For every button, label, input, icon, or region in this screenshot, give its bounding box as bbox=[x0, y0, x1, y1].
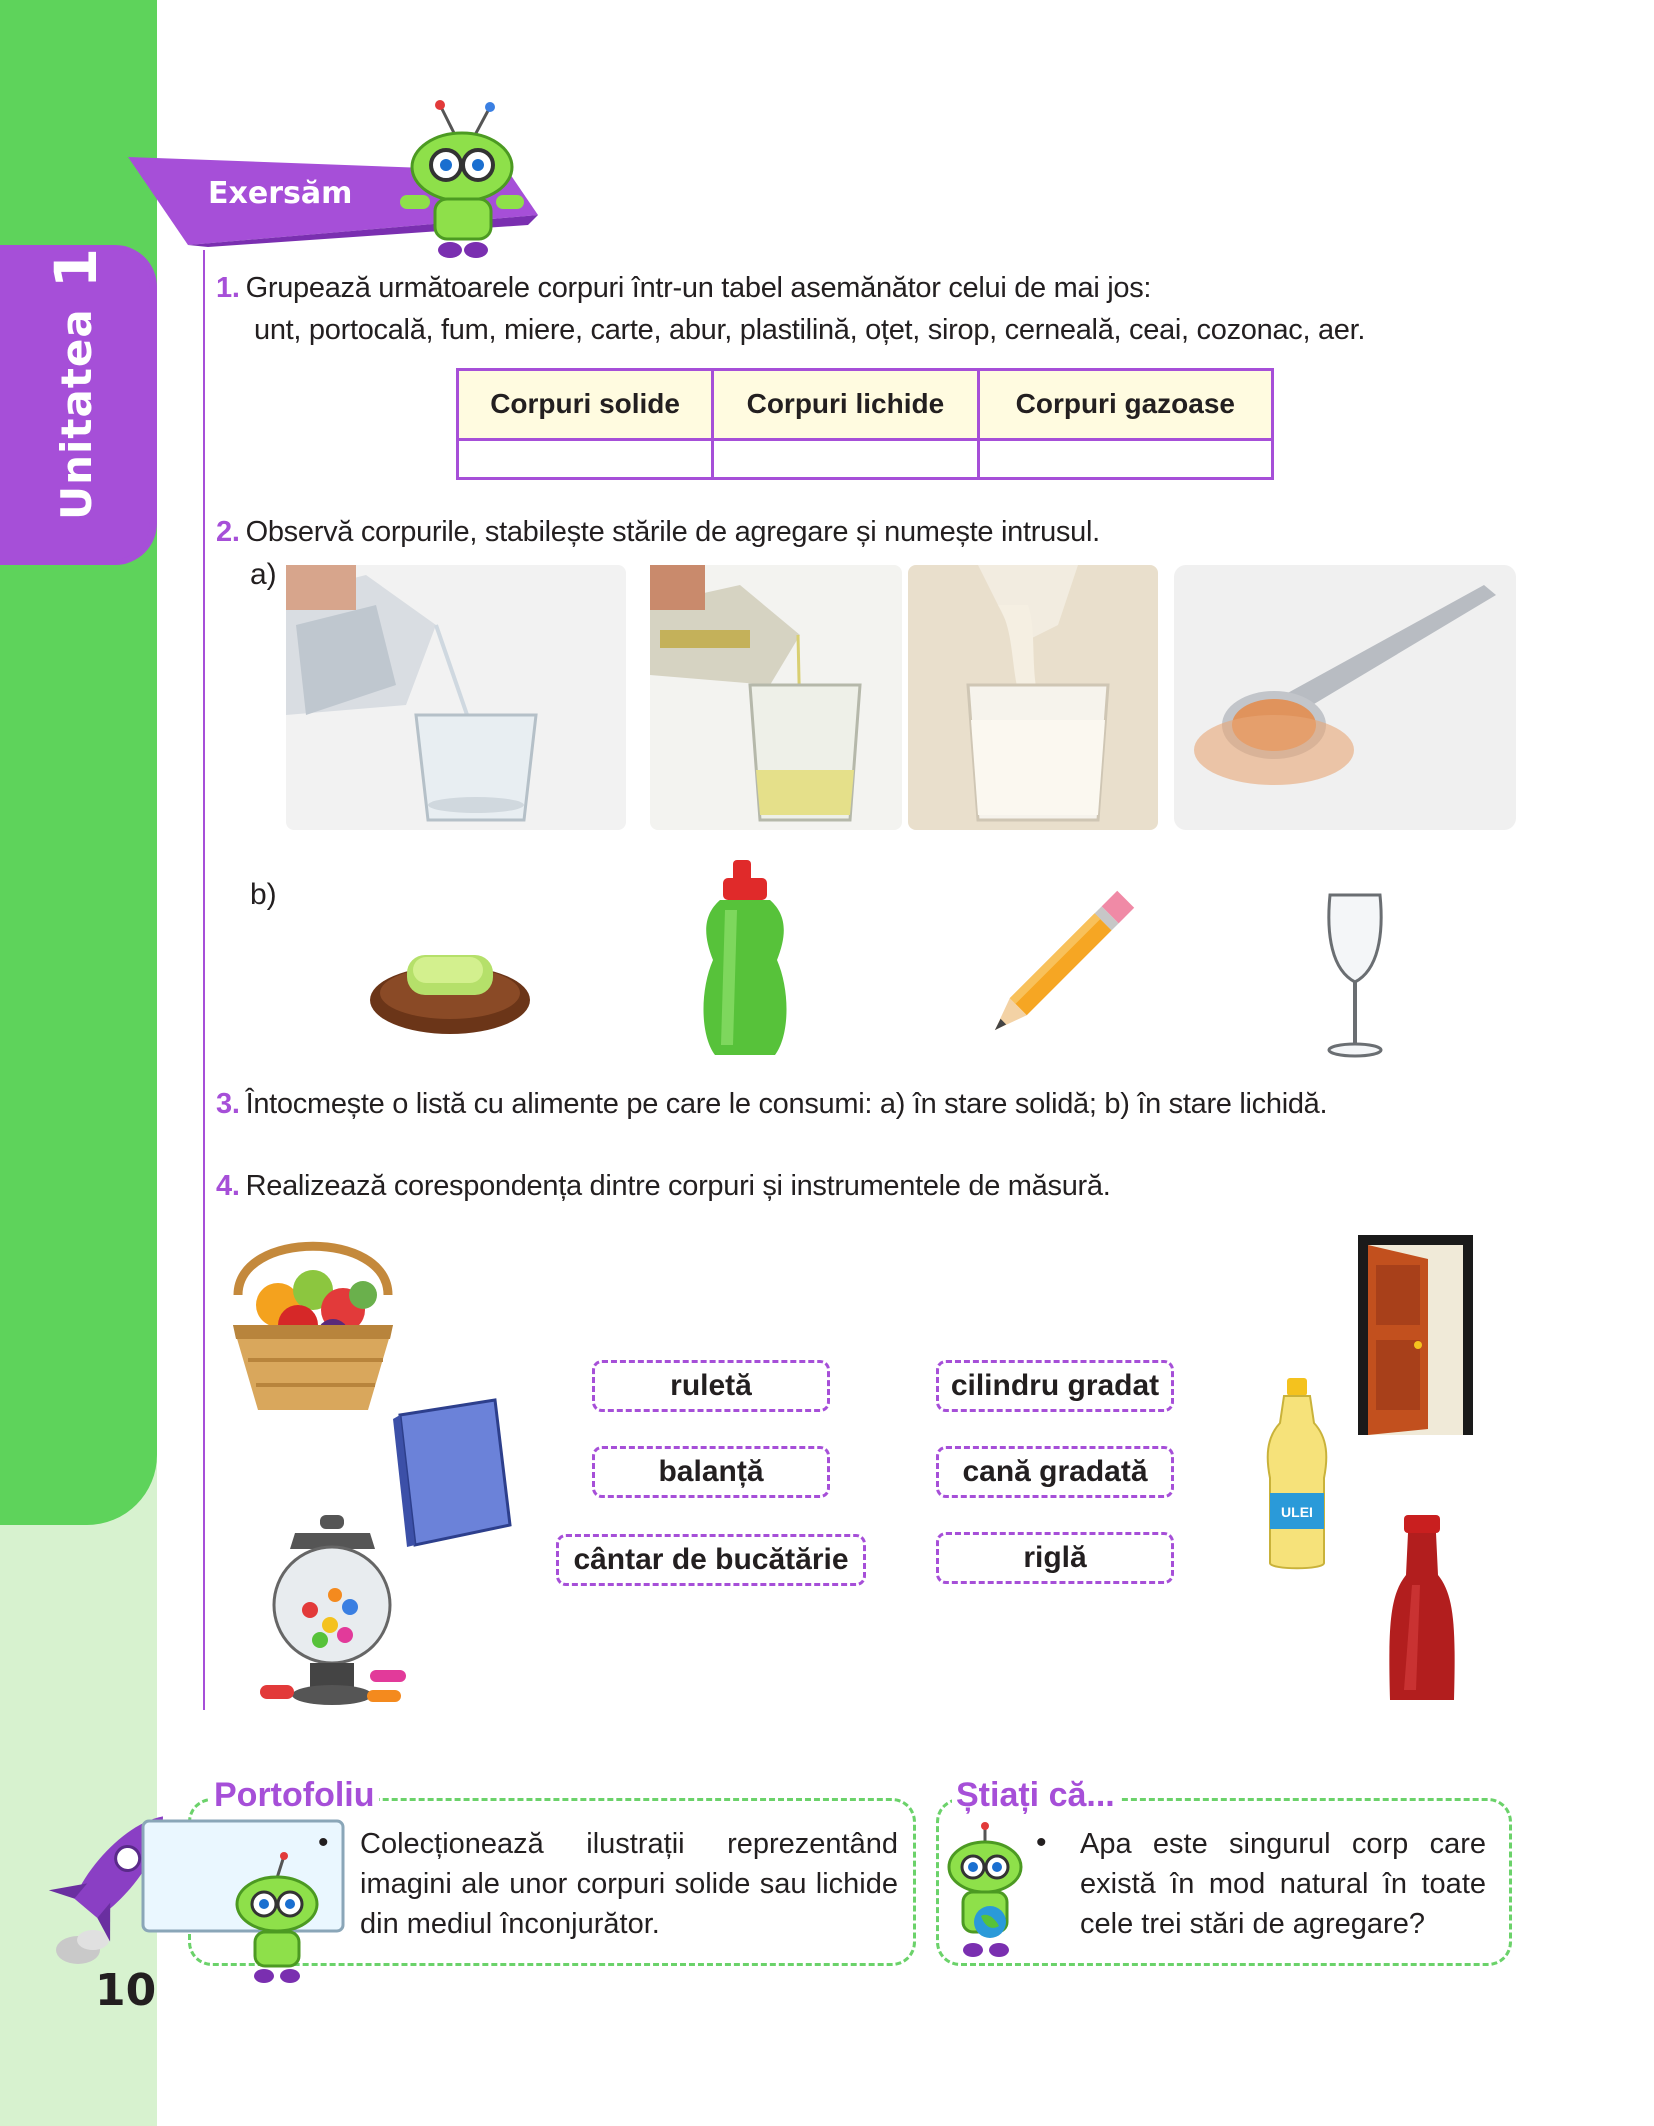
table-cell-solids[interactable] bbox=[458, 439, 713, 478]
wine-glass-picture bbox=[1320, 890, 1390, 1060]
exercise4-number: 4. bbox=[216, 1170, 240, 1202]
water-pouring-photo bbox=[286, 565, 626, 830]
table-header-liquids: Corpuri lichide bbox=[713, 370, 978, 440]
portfolio-bullet: • bbox=[318, 1826, 329, 1859]
label-rigla[interactable]: riglă bbox=[936, 1532, 1174, 1584]
did-you-know-line-3: cele trei stări de agregare? bbox=[1080, 1908, 1425, 1940]
portfolio-line-2: imagini ale unor corpuri solide sau lichide bbox=[360, 1868, 898, 1900]
label-cilindru-gradat[interactable]: cilindru gradat bbox=[936, 1360, 1174, 1412]
table-header-gases: Corpuri gazoase bbox=[978, 370, 1272, 440]
oil-bottle-label: ULEI bbox=[1281, 1504, 1313, 1520]
exercise1-text: Grupează următoarele corpuri într-un tabel asemănător celui de mai jos: bbox=[245, 272, 1152, 304]
ketchup-bottle-picture bbox=[1382, 1515, 1462, 1710]
exercise3-text: Întocmește o listă cu alimente pe care le consumi: a) în stare solidă; b) în stare lichidă. bbox=[245, 1088, 1328, 1120]
did-you-know-text bbox=[1080, 1824, 1486, 1944]
unit-word: Unitatea bbox=[51, 308, 101, 520]
exercise2-label-a: a) bbox=[250, 558, 277, 591]
label-ruleta[interactable]: ruletă bbox=[592, 1360, 830, 1412]
did-you-know-bullet: • bbox=[1036, 1826, 1047, 1859]
portfolio-title: Portofoliu bbox=[210, 1776, 379, 1815]
exercise1-list: unt, portocală, fum, miere, carte, abur, plastilină, oțet, sirop, cerneală, ceai, cozonac, aer. bbox=[254, 314, 1366, 346]
exercise2-text: Observă corpurile, stabilește stările de agregare și numește intrusul. bbox=[245, 516, 1100, 548]
robot-globe-icon bbox=[935, 1822, 1035, 1962]
label-cantar-de-bucatarie[interactable]: cântar de bucătărie bbox=[556, 1534, 866, 1586]
exercise2-instruction bbox=[216, 516, 1100, 549]
exercise2-number: 2. bbox=[216, 516, 240, 548]
pencil-picture bbox=[965, 880, 1145, 1060]
exercise3-instruction bbox=[216, 1088, 1327, 1121]
milk-pouring-photo bbox=[908, 565, 1158, 830]
table-header-solids: Corpuri solide bbox=[458, 370, 713, 440]
exercise1-instruction bbox=[216, 272, 1151, 305]
exercise4-instruction bbox=[216, 1170, 1110, 1203]
states-table bbox=[456, 368, 1274, 480]
portfolio-text bbox=[360, 1824, 898, 1944]
unit-number: 1 bbox=[42, 247, 110, 289]
portfolio-line-3: din mediul înconjurător. bbox=[360, 1908, 660, 1940]
exercise2-label-b: b) bbox=[250, 878, 277, 911]
section-title: Exersăm bbox=[208, 176, 353, 211]
table-cell-gases[interactable] bbox=[978, 439, 1272, 478]
label-cana-gradata[interactable]: cană gradată bbox=[936, 1446, 1174, 1498]
table-cell-liquids[interactable] bbox=[713, 439, 978, 478]
portfolio-line-1: Colecționează ilustrații reprezentând bbox=[360, 1828, 898, 1860]
detergent-bottle-picture bbox=[695, 860, 795, 1060]
oil-pouring-photo bbox=[650, 565, 902, 830]
did-you-know-line-1: Apa este singurul corp care bbox=[1080, 1828, 1486, 1860]
page-number: 10 bbox=[95, 1965, 157, 2016]
did-you-know-title: Știați că... bbox=[952, 1776, 1119, 1815]
did-you-know-line-2: există în mod natural în toate bbox=[1080, 1868, 1486, 1900]
door-picture bbox=[1358, 1235, 1473, 1435]
exercise3-number: 3. bbox=[216, 1088, 240, 1120]
fruit-basket-picture bbox=[218, 1235, 408, 1415]
exercise-margin-line bbox=[203, 250, 205, 1710]
soap-picture bbox=[365, 935, 535, 1045]
label-balanta[interactable]: balanță bbox=[592, 1446, 830, 1498]
oil-bottle-picture bbox=[1262, 1378, 1332, 1573]
unit-label bbox=[16, 220, 136, 520]
robot-portfolio-icon bbox=[222, 1852, 332, 1987]
exercise1-number: 1. bbox=[216, 272, 240, 304]
exercise4-text: Realizează corespondența dintre corpuri și instrumentele de măsură. bbox=[245, 1170, 1111, 1202]
robot-mascot-icon bbox=[380, 95, 530, 260]
sugar-spoon-photo bbox=[1174, 565, 1516, 830]
candy-jar-picture bbox=[255, 1515, 415, 1710]
